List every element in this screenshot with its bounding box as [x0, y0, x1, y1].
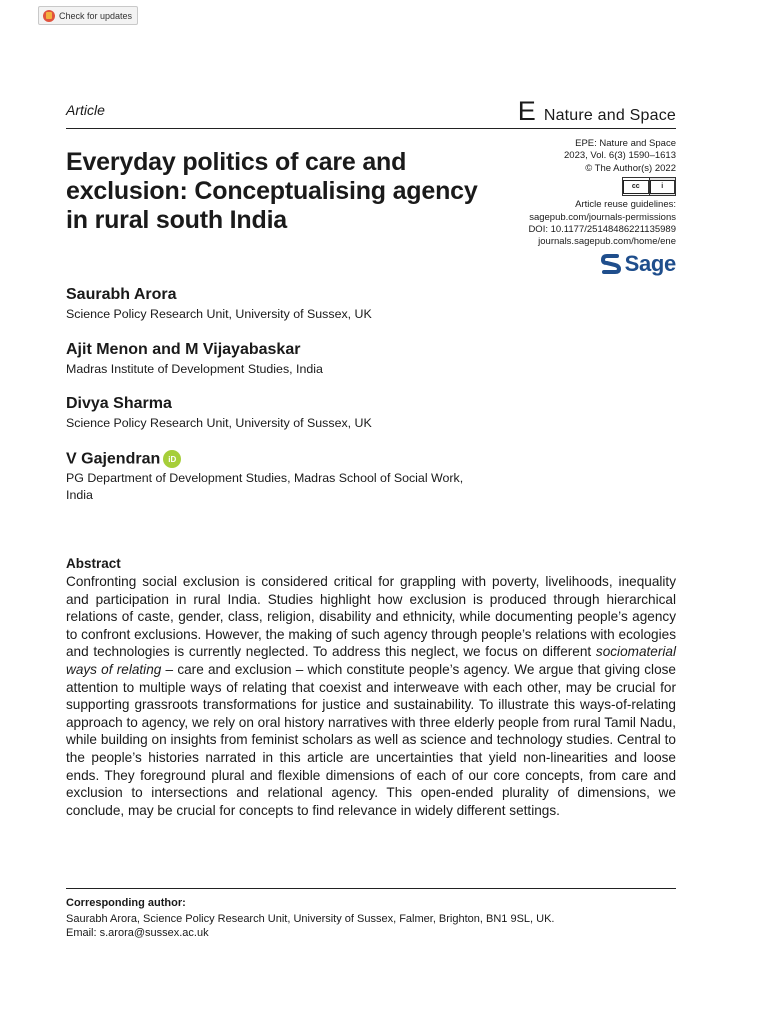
author-affiliation: Science Policy Research Unit, University of Sussex, UK [66, 307, 372, 321]
abstract-text: Confronting social exclusion is considered critical for grappling with poverty, livelihoods, inequality and participation in rural India. Studies highlight how exclusion is produced through hierarchical relations of caste, gender, class, religion, disability and ethnicity, while documenting people’s agency to confront exclusions. However, the making of such agency through people’s relations with ecologies and technologies is currently neglected. To address this neglect, we focus on different [66, 574, 676, 660]
publisher-logo [456, 250, 676, 276]
footer-divider [66, 888, 676, 889]
affiliation-line: PG Department of Development Studies, Madras School of Social Work, [66, 471, 464, 485]
check-updates-label: Check for updates [59, 10, 133, 21]
orcid-icon[interactable]: iD [163, 450, 181, 468]
check-for-updates-button[interactable] [38, 6, 138, 25]
corresponding-author-heading: Corresponding author: [66, 897, 186, 909]
article-metadata [456, 138, 676, 275]
reuse-guidelines-link[interactable]: sagepub.com/journals-permissions [529, 211, 676, 223]
cc-license-badge[interactable] [622, 177, 676, 196]
abstract-emphasis: sociomaterial ways of relating [66, 644, 676, 677]
check-updates-icon [43, 10, 55, 22]
journal-brand [518, 98, 676, 125]
author-affiliation [66, 470, 496, 504]
copyright-notice: © The Author(s) 2022 [585, 162, 676, 174]
author-name-with-orcid [66, 450, 181, 469]
affiliation-line: India [66, 488, 93, 502]
corresponding-author-address: Saurabh Arora, Science Policy Research Unit, University of Sussex, Falmer, Brighton, BN1 9SL, UK. [66, 913, 555, 925]
volume-info: 2023, Vol. 6(3) 1590–1613 [564, 150, 676, 162]
author-name: Saurabh Arora [66, 286, 177, 303]
author-name: Ajit Menon and M Vijayabaskar [66, 341, 301, 358]
author-name: Divya Sharma [66, 395, 172, 412]
author-name: V Gajendran [66, 450, 161, 468]
doi-link[interactable]: DOI: 10.1177/25148486221135989 [528, 224, 676, 236]
abstract-body [66, 573, 676, 819]
sage-logo-icon [601, 253, 621, 275]
article-title: Everyday politics of care and exclusion: Conceptualising agency in rural south India [66, 148, 478, 234]
header-divider [66, 128, 676, 129]
corresponding-author-email[interactable]: Email: s.arora@sussex.ac.uk [66, 927, 209, 939]
journal-homepage-link[interactable]: journals.sagepub.com/home/ene [538, 236, 676, 248]
reuse-guidelines-label: Article reuse guidelines: [575, 199, 676, 211]
author-affiliation: Science Policy Research Unit, University of Sussex, UK [66, 416, 372, 430]
cc-logo-icon: cc [623, 178, 650, 195]
abstract-heading: Abstract [66, 556, 121, 571]
journal-citation: EPE: Nature and Space [575, 138, 676, 149]
publisher-name: Sage [624, 250, 676, 276]
journal-name: Nature and Space [543, 107, 676, 124]
article-type: Article [66, 102, 105, 118]
author-affiliation: Madras Institute of Development Studies, India [66, 362, 323, 376]
attribution-icon: i [650, 178, 676, 195]
journal-logo-letter: E [517, 96, 536, 126]
abstract-text: – care and exclusion – which constitute people’s agency. We argue that giving close attention to multiple ways of relating that coexist and interweave with each other, may be crucial for supporting grassroots transformations for justice and sustainability. To illustrate this ways-of-relating approach to agency, we rely on oral history narratives with three elderly people from rural Tamil Nadu, while building on insights from feminist scholars as well as science and technology studies. Central to the people’s histories narrated in this article are uncertainties that yield non-linearities and loose ends. They foreground plural and flexible dimensions of each of our core concepts, from care and exclusion to intersections and relational agency. This open-ended plurality of dimensions, we conclude, may be crucial for concepts to find relevance in widely different settings. [66, 661, 676, 818]
